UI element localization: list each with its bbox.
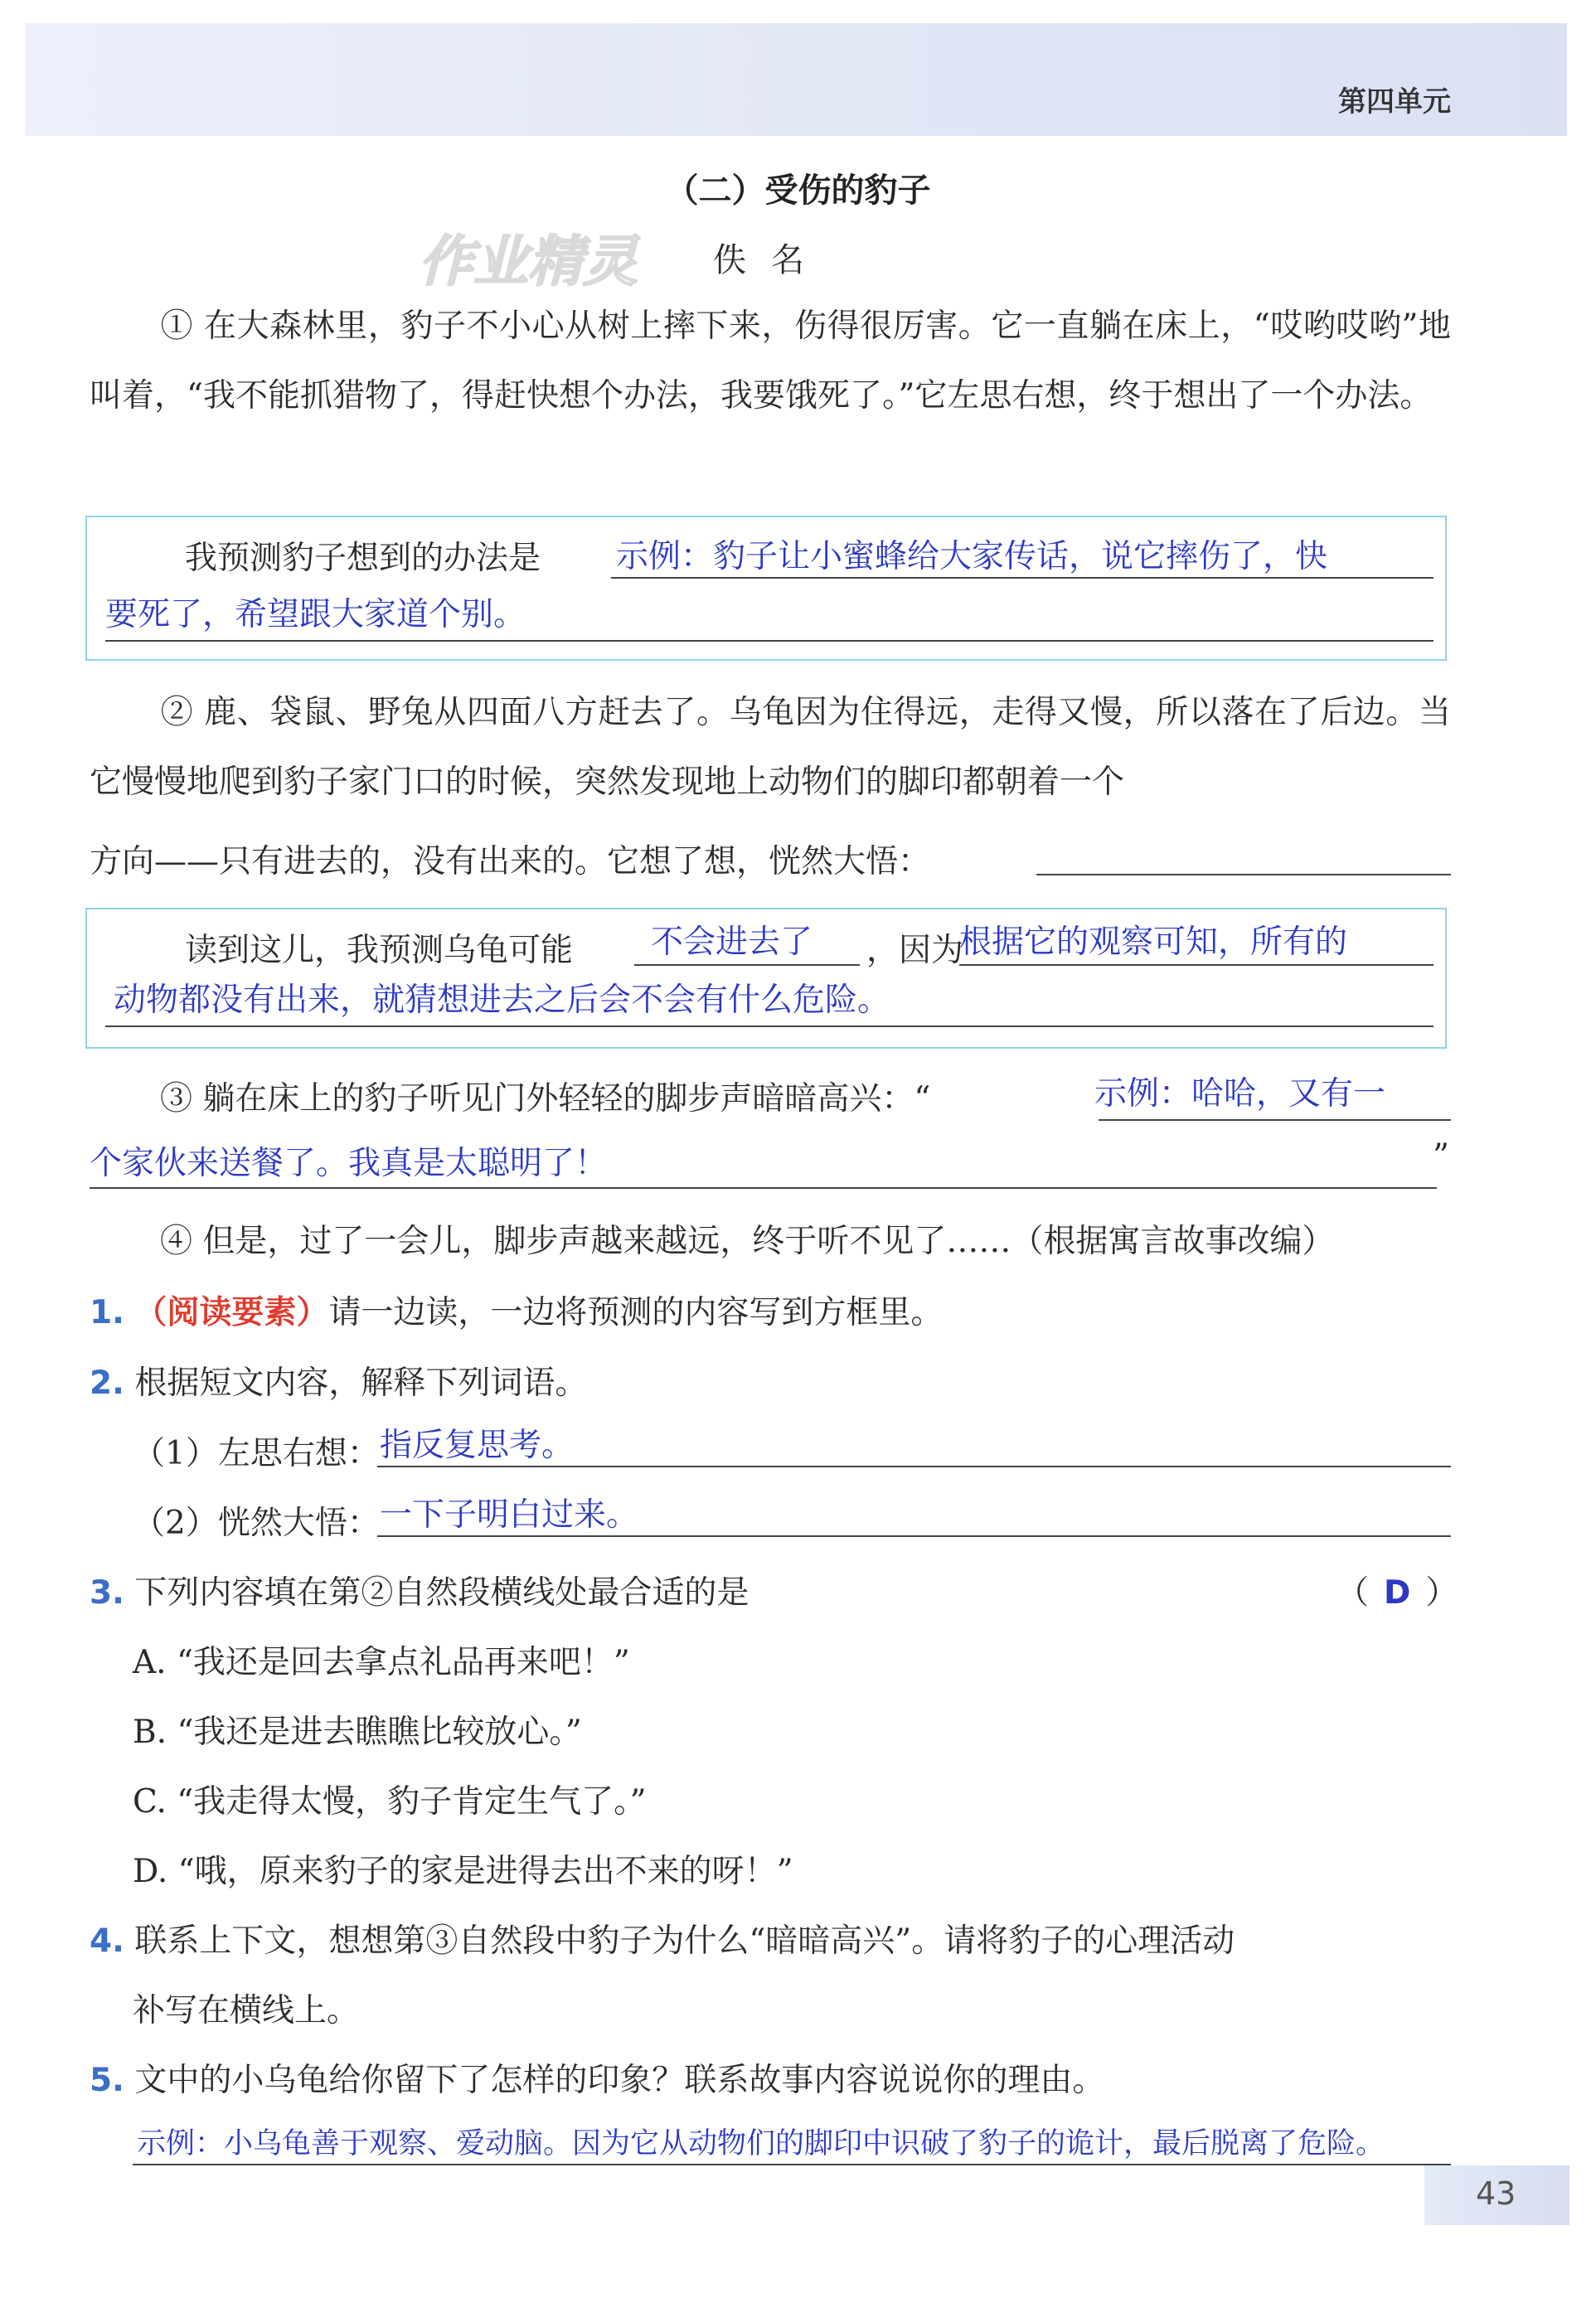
paragraph-2-text: ② 鹿、袋鼠、野兔从四面八方赶去了。乌龟因为住得远，走得又慢，所以落在了后边。当它慢慢地爬到豹子家门口的时候，突然发现地上动物们的脚印都朝着一个 — [90, 694, 1451, 801]
paragraph-2-last-line: 方向——只有进去的，没有出来的。它想了想，恍然大悟： — [90, 843, 931, 880]
question-1-number: 1. — [90, 1294, 124, 1331]
box1-answer-2: 要死了，希望跟大家道个别。 — [105, 596, 526, 633]
paragraph-4-text: ④ 但是，过了一会儿，脚步声越来越远，终于听不见了……（根据寓言故事改编） — [160, 1223, 1335, 1260]
box1-underline-2 — [105, 640, 1433, 642]
page-number-tab — [1424, 2165, 1569, 2225]
unit-label: 第四单元 — [1338, 85, 1451, 119]
question-3-paren-open: （ — [1336, 1574, 1370, 1612]
question-3-option-c: C. “我走得太慢，豹子肯定生气了。” — [133, 1783, 647, 1821]
question-5-answer: 示例：小乌龟善于观察、爱动脑。因为它从动物们的脚印中识破了豹子的诡计，最后脱离了危险。 — [137, 2127, 1385, 2160]
question-2-text: 根据短文内容，解释下列词语。 — [134, 1365, 588, 1402]
paragraph-1-text: ① 在大森林里，豹子不小心从树上摔下来，伤得很厉害。它一直躺在床上，“哎哟哎哟”地叫着，“我不能抓猎物了，得赶快想个办法，我要饿死了。”它左思右想，终于想出了一个办法。 — [90, 308, 1451, 415]
box2-underline-2 — [959, 964, 1433, 966]
question-2-sub-2-answer: 一下子明白过来。 — [380, 1496, 639, 1534]
question-1-text: 请一边读，一边将预测的内容写到方框里。 — [328, 1294, 944, 1331]
question-3-answer: D — [1384, 1574, 1411, 1612]
box2-answer-2: 根据它的观察可知，所有的 — [959, 924, 1348, 961]
page-number: 43 — [1476, 2175, 1516, 2212]
header-band — [25, 23, 1567, 136]
question-3 — [90, 1567, 749, 1613]
box2-mid: ，因为 — [866, 932, 964, 969]
question-3-paren-close: ） — [1425, 1574, 1458, 1612]
paragraph-3-close-quote: ” — [1433, 1137, 1449, 1175]
question-3-option-b: B. “我还是进去瞧瞧比较放心。” — [133, 1714, 582, 1751]
box1-underline-1 — [611, 577, 1433, 579]
question-5-number: 5. — [90, 2062, 124, 2099]
box2-prompt: 读到这儿，我预测乌龟可能 — [185, 932, 574, 969]
question-3-option-d: D. “哦，原来豹子的家是进得去出不来的呀！” — [133, 1853, 793, 1890]
question-2-sub-1-answer: 指反复思考。 — [380, 1427, 575, 1464]
paragraph-3-underline-1 — [1099, 1119, 1451, 1121]
author: 佚名 — [713, 241, 829, 279]
story-title: （二）受伤的豹子 — [665, 172, 931, 210]
paragraph-3-answer-1: 示例：哈哈，又有一 — [1094, 1075, 1386, 1113]
question-3-text: 下列内容填在第②自然段横线处最合适的是 — [134, 1574, 749, 1612]
question-5-line — [133, 2164, 1451, 2165]
question-4 — [90, 1915, 1235, 1961]
paragraph-2 — [90, 678, 1451, 817]
question-2-sub-1-label: （1）左思右想： — [133, 1435, 380, 1472]
box2-answer-3: 动物都没有出来，就猜想进去之后会不会有什么危险。 — [114, 982, 890, 1019]
question-3-option-a: A. “我还是回去拿点礼品再来吧！” — [133, 1644, 630, 1681]
box1-answer-line-1 — [616, 531, 1435, 577]
paragraph-1 — [90, 292, 1451, 431]
question-3-number: 3. — [90, 1574, 124, 1612]
question-2-sub-2-label: （2）恍然大悟： — [133, 1505, 380, 1542]
question-2-sub-2-line — [377, 1535, 1451, 1537]
question-2-number: 2. — [90, 1365, 124, 1402]
question-2 — [90, 1357, 587, 1404]
question-4-text-2: 补写在横线上。 — [133, 1992, 360, 2029]
prediction-box-1 — [85, 516, 1447, 661]
box2-underline-1 — [634, 964, 860, 966]
question-4-number: 4. — [90, 1922, 124, 1960]
question-1-tag: （阅读要素） — [134, 1293, 329, 1331]
box1-prompt: 我预测豹子想到的办法是 — [185, 540, 541, 577]
question-5-text: 文中的小乌龟给你留下了怎样的印象？联系故事内容说说你的理由。 — [134, 2062, 1105, 2099]
paragraph-3-answer-2: 个家伙来送餐了。我真是太聪明了！ — [90, 1145, 608, 1182]
question-5 — [90, 2054, 1104, 2101]
question-4-text-1: 联系上下文，想想第③自然段中豹子为什么“暗暗高兴”。请将豹子的心理活动 — [134, 1922, 1235, 1960]
paragraph-2-blank-line — [1036, 874, 1451, 875]
paragraph-3-text: ③ 躺在床上的豹子听见门外轻轻的脚步声暗暗高兴：“ — [160, 1080, 931, 1118]
box2-answer-1: 不会进去了 — [651, 924, 813, 961]
paragraph-3-underline-2 — [90, 1187, 1437, 1189]
question-3-answer-bracket — [1336, 1567, 1458, 1613]
watermark: 作业精灵 — [419, 230, 638, 293]
question-1 — [90, 1287, 943, 1333]
box1-answer-1: 示例：豹子让小蜜蜂给大家传话，说它摔伤了，快 — [616, 538, 1328, 575]
box2-underline-3 — [105, 1025, 1433, 1027]
question-2-sub-1-line — [377, 1466, 1451, 1467]
prediction-box-2 — [85, 908, 1447, 1049]
